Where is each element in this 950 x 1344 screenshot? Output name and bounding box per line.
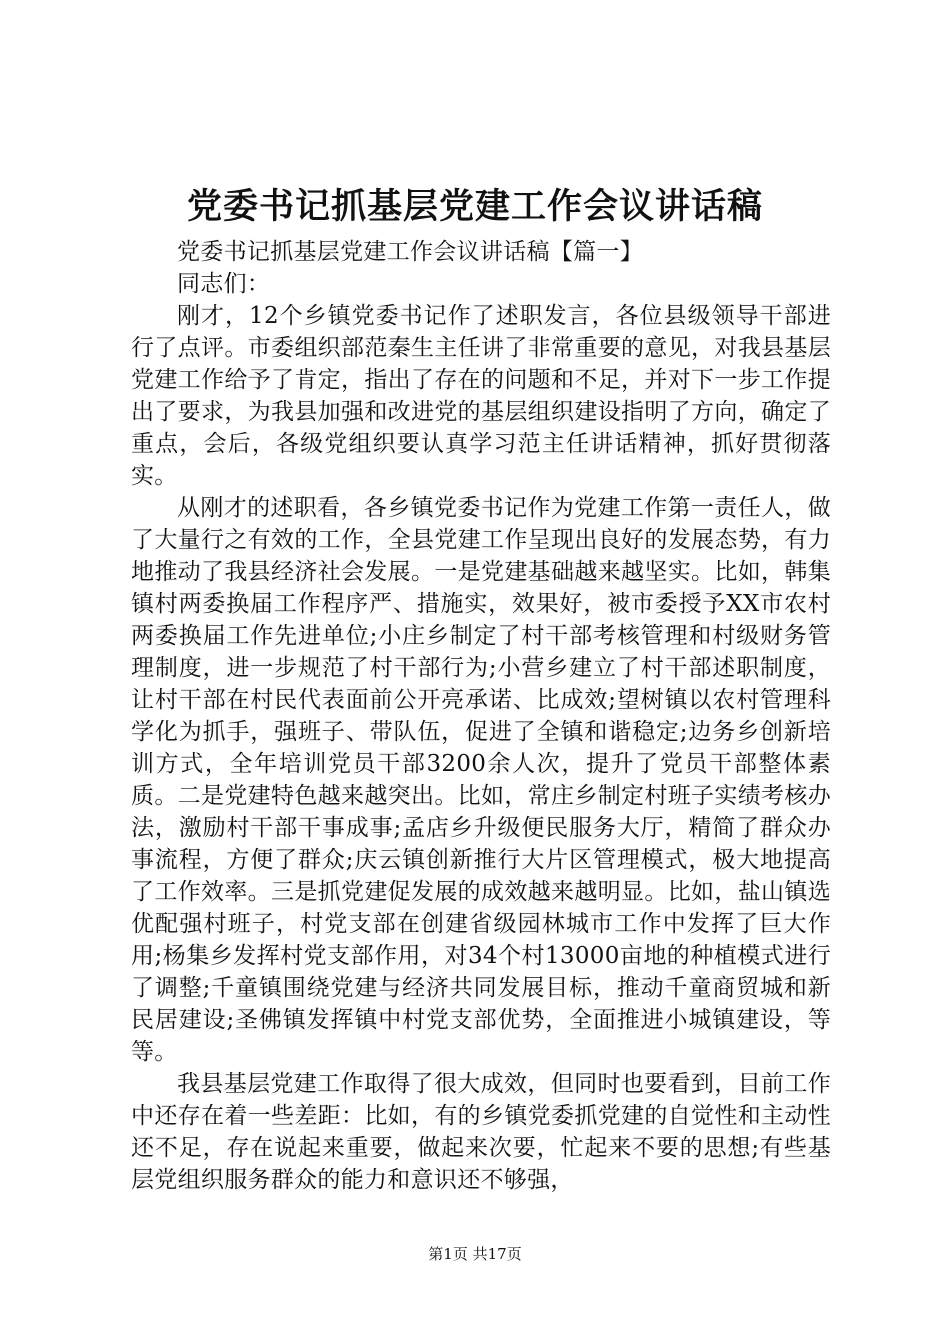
section-heading: 党委书记抓基层党建工作会议讲话稿【篇一】 <box>177 239 643 265</box>
body-paragraph: 我县基层党建工作取得了很大成效，但同时也要看到，目前工作中还存在着一些差距：比如，有的乡镇党委抓党建的自觉性和主动性还不足，存在说起来重要，做起来次要，忙起来不要的思想;有些基层党组织服务群众的能力和意识还不够强， <box>131 1071 831 1193</box>
document-title: 党委书记抓基层党建工作会议讲话稿 <box>186 186 763 227</box>
body-paragraph: 刚才，12个乡镇党委书记作了述职发言，各位县级领导干部进行了点评。市委组织部范秦生主任讲了非常重要的意见，对我县基层党建工作给予了肯定，指出了存在的问题和不足，并对下一步工作提出了要求，为我县加强和改进党的基层组织建设指明了方向，确定了重点，会后，各级党组织要认真学习范主任讲话精神，抓好贯彻落实。 <box>131 303 831 489</box>
salutation: 同志们： <box>177 271 271 297</box>
page-footer: 第1页 共17页 <box>428 1245 522 1263</box>
body-paragraph: 从刚才的述职看，各乡镇党委书记作为党建工作第一责任人，做了大量行之有效的工作，全县党建工作呈现出良好的发展态势，有力地推动了我县经济社会发展。一是党建基础越来越坚实。比如，韩集镇村两委换届工作程序严、措施实，效果好，被市委授予XX市农村两委换届工作先进单位;小庄乡制定了村干部考核管理和村级财务管理制度，进一步规范了村干部行为;小营乡建立了村干部述职制度，让村干部在村民代表面前公开亮承诺、比成效;望树镇以农村管理科学化为抓手，强班子、带队伍，促进了全镇和谐稳定;边务乡创新培训方式，全年培训党员干部3200余人次，提升了党员干部整体素质。二是党建特色越来越突出。比如，常庄乡制定村班子实绩考核办法，激励村干部干事成事;孟店乡升级便民服务大厅，精简了群众办事流程，方便了群众;庆云镇创新推行大片区管理模式，极大地提高了工作效率。三是抓党建促发展的成效越来越明显。比如，盐山镇选优配强村班子，村党支部在创建省级园林城市工作中发挥了巨大作用;杨集乡发挥村党支部作用，对34个村13000亩地的种植模式进行了调整;千童镇围绕党建与经济共同发展目标，推动千童商贸城和新民居建设;圣佛镇发挥镇中村党支部优势，全面推进小城镇建设，等等。 <box>131 495 831 1065</box>
document-body <box>131 236 831 1196</box>
